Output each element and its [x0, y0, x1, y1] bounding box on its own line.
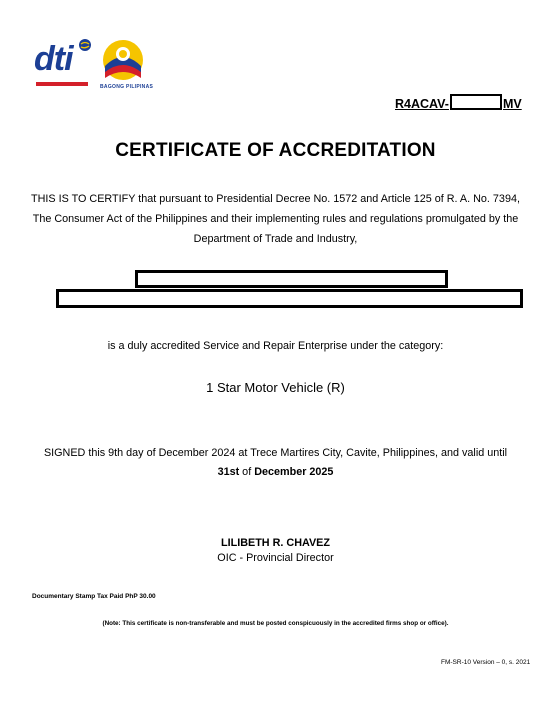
accreditation-statement: is a duly accredited Service and Repair Enterprise under the category: — [107, 340, 444, 352]
certificate-number-suffix: MV — [502, 97, 522, 111]
page-title: CERTIFICATE OF ACCREDITATION — [115, 140, 436, 161]
form-number: FM-SR-10 Version – 0, s. 2021 — [441, 659, 531, 666]
intro-paragraph — [0, 189, 551, 249]
validity-date: 31st of December 2025 — [217, 466, 334, 478]
valid-month-year: December 2025 — [254, 466, 334, 478]
stamp-tax-note: Documentary Stamp Tax Paid PhP 30.00 — [32, 593, 156, 600]
accreditation-category: 1 Star Motor Vehicle (R) — [206, 380, 345, 395]
logo-red-bar — [36, 82, 88, 86]
valid-day: 31st — [217, 466, 240, 478]
signed-statement — [0, 444, 551, 482]
signed-line: SIGNED this 9th day of December 2024 at Trece Martires City, Cavite, Philippines, and valid until — [43, 447, 508, 459]
transfer-note: (Note: This certificate is non-transferable and must be posted conspicuously in the accredited firms shop or office). — [102, 620, 449, 627]
intro-line-1: THIS IS TO CERTIFY that pursuant to Presidential Decree No. 1572 and Article 125 of R. A. No. 7394, — [31, 193, 520, 205]
bagong-pilipinas-seal-icon — [97, 38, 149, 84]
certificate-number-prefix: R4ACAV- — [395, 97, 449, 111]
redacted-certificate-id — [450, 94, 502, 110]
globe-icon — [78, 38, 92, 52]
redacted-business-address — [56, 289, 523, 308]
signatory-title: OIC - Provincial Director — [217, 552, 334, 564]
redacted-business-name — [135, 270, 448, 288]
bagong-pilipinas-label: BAGONG PILIPINAS — [100, 84, 154, 90]
certificate-number — [395, 94, 522, 111]
dti-wordmark: dti — [34, 40, 73, 78]
intro-line-3: Department of Trade and Industry, — [193, 233, 358, 245]
intro-line-2: The Consumer Act of the Philippines and their implementing rules and regulations promulgated by the — [32, 213, 519, 225]
signatory-name: LILIBETH R. CHAVEZ — [221, 537, 330, 549]
dti-logo — [34, 38, 154, 94]
